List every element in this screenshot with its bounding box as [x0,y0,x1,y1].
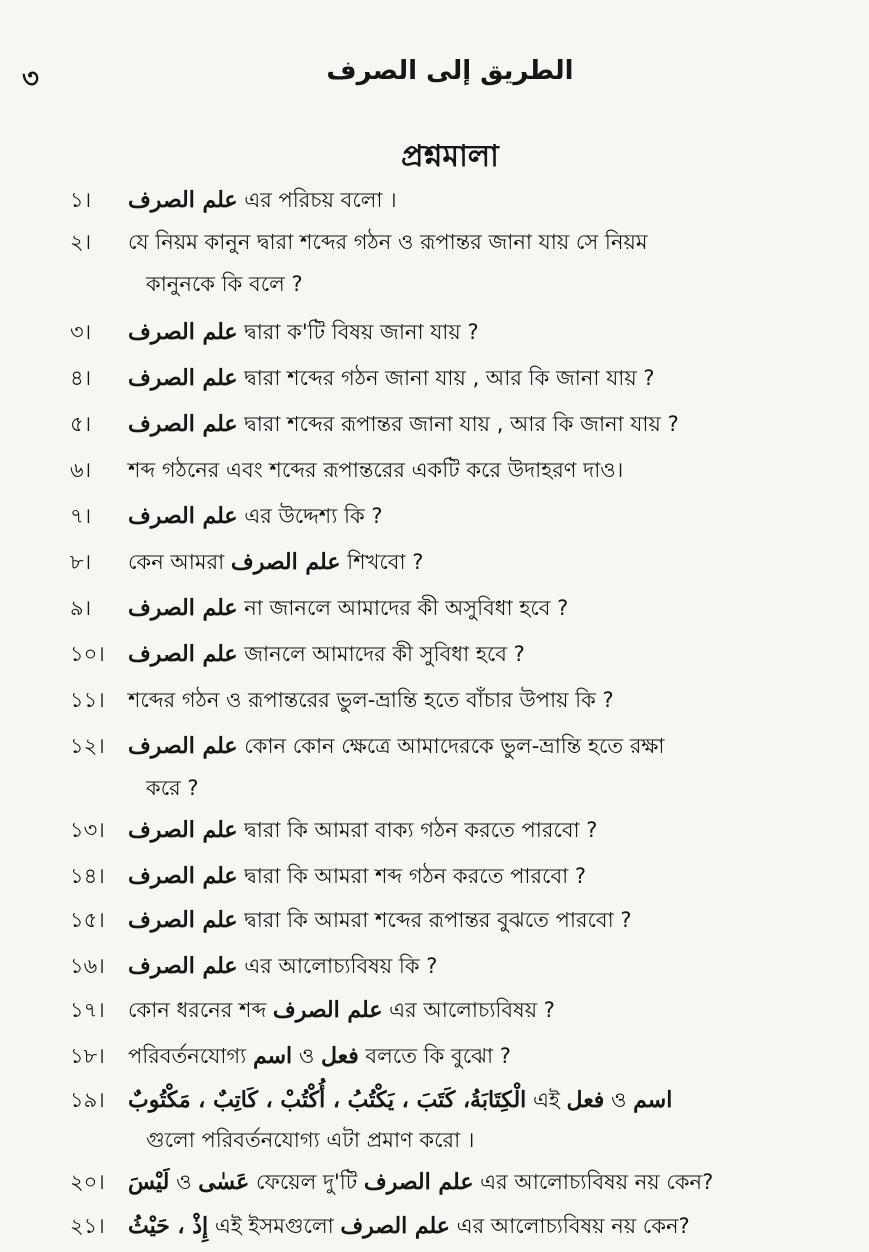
question-item [70,450,845,490]
question-text: দ্বারা কি আমরা শব্দের রূপান্তর বুঝতে পারবো ? [237,908,632,932]
question-number: ১৯। [70,1088,105,1112]
question-text: এর পরিচয় বলো । [237,188,397,212]
arabic-term: علم الصرف [363,1169,474,1195]
arabic-term: اسم [252,1043,293,1069]
question-text: শিখবো ? [340,550,424,574]
question-number: ১২। [70,734,105,758]
arabic-term: علم الصرف [128,863,238,889]
question-item [70,900,845,940]
arabic-term: علم الصرف [128,953,238,979]
question-text: এই [526,1088,567,1112]
question-text: শব্দের গঠন ও রূপান্তরের ভুল-ভ্রান্তি হতে বাঁচার উপায় কি ? [128,688,614,712]
question-text: দ্বারা কি আমরা শব্দ গঠন করতে পারবো ? [237,864,587,888]
question-text: ও [604,1088,634,1112]
arabic-term: لَيْسَ [128,1169,170,1195]
arabic-term: اسم [633,1087,673,1113]
arabic-term: الْكِتَابَةُ، كَتَبَ ، يَكْتُبُ ، أُكْتُبْ ، كَاتِبٌ ، مَكْتُوبٌ [128,1087,527,1113]
arabic-term: علم الصرف [128,319,238,345]
question-text: এর আলোচ্যবিষয় নয় কেন? [473,1170,714,1194]
question-number: ১৬। [70,954,105,978]
question-text: যে নিয়ম কানুন দ্বারা শব্দের গঠন ও রূপান্তর জানা যায় সে নিয়ম [128,230,648,254]
question-text: এর আলোচ্যবিষয় নয় কেন? [449,1214,690,1238]
arabic-term: علم الصرف [128,503,238,529]
question-text: কোন ধরনের শব্দ [128,998,273,1022]
arabic-term: علم الصرف [128,641,238,667]
question-text: দ্বারা শব্দের গঠন জানা যায় , আর কি জানা যায় ? [237,366,655,390]
question-number: ৮। [70,550,92,574]
question-item [70,1162,845,1202]
question-number: ১০। [70,642,105,666]
question-number: ১৩। [70,818,105,842]
question-number: ১। [70,188,92,212]
question-text: এর আলোচ্যবিষয় ? [382,998,555,1022]
question-text: বলতে কি বুঝো ? [358,1044,511,1068]
question-item [70,946,845,986]
question-item [70,404,845,444]
question-text: ফেয়েল দু'টি [249,1170,364,1194]
question-text: পরিবর্তনযোগ্য [128,1044,253,1068]
question-item [70,496,845,536]
arabic-term: فعل [566,1087,605,1113]
question-item [70,312,845,352]
arabic-term: علم الصرف [128,817,238,843]
question-number: ৬। [70,458,92,482]
arabic-term: علم الصرف [230,549,341,575]
question-number: ২১। [70,1214,105,1238]
arabic-term: عَسٰى [198,1169,250,1195]
question-item [70,810,845,850]
question-continuation: গুলো পরিবর্তনযোগ্য এটা প্রমাণ করো । [146,1128,475,1152]
question-number: ২০। [70,1170,105,1194]
question-text: কেন আমরা [128,550,231,574]
arabic-term: علم الصرف [128,733,238,759]
question-item [70,856,845,896]
arabic-term: علم الصرف [128,907,238,933]
question-number: ৩। [70,320,92,344]
question-number: ১১। [70,688,105,712]
question-text: এর উদ্দেশ্য কি ? [237,504,383,528]
question-number: ৭। [70,504,92,528]
page-number: ৩ [22,64,39,94]
question-text: এর আলোচ্যবিষয় কি ? [237,954,438,978]
arabic-term: علم الصرف [128,365,238,391]
arabic-term: علم الصرف [272,997,383,1023]
question-text: এই ইসমগুলো [208,1214,341,1238]
question-text: দ্বারা শব্দের রূপান্তর জানা যায় , আর কি জানা যায় ? [237,412,679,436]
section-title: প্রশ্নমালা [401,139,499,174]
question-number: ১৫। [70,908,105,932]
question-text: কোন কোন ক্ষেত্রে আমাদেরকে ভুল-ভ্রান্তি হতে রক্ষা [237,734,665,758]
question-text: না জানলে আমাদের কী অসুবিধা হবে ? [237,596,569,620]
question-text: দ্বারা কি আমরা বাক্য গঠন করতে পারবো ? [237,818,598,842]
question-item [70,1206,845,1246]
question-item [70,222,845,262]
arabic-term: علم الصرف [128,595,238,621]
question-item [70,358,845,398]
question-item [70,1036,845,1076]
question-number: ৫। [70,412,92,436]
question-continuation: কানুনকে কি বলে ? [146,272,303,296]
question-number: ১৭। [70,998,105,1022]
question-text: ও [292,1044,321,1068]
question-number: ১৮। [70,1044,105,1068]
question-text: শব্দ গঠনের এবং শব্দের রূপান্তরের একটি করে উদাহরণ দাও। [128,458,624,482]
question-number: ১৪। [70,864,105,888]
question-continuation: করে ? [146,776,199,800]
question-number: ৯। [70,596,92,620]
question-item [70,726,845,766]
question-item [70,1080,845,1120]
question-item [70,680,845,720]
arabic-term: إِذْ ، حَيْثُ [128,1213,209,1239]
arabic-term: علم الصرف [340,1213,450,1239]
question-text: ও [169,1170,199,1194]
question-number: ৪। [70,366,92,390]
running-head: الطريق إلى الصرف [326,56,574,86]
question-item [70,634,845,674]
arabic-term: فعل [320,1043,359,1069]
question-item [70,542,845,582]
question-item [70,990,845,1030]
question-item [70,588,845,628]
question-number: ২। [70,230,92,254]
question-item [70,180,845,220]
arabic-term: علم الصرف [128,187,238,213]
arabic-term: علم الصرف [128,411,238,437]
question-text: জানলে আমাদের কী সুবিধা হবে ? [237,642,525,666]
question-text: দ্বারা ক'টি বিষয় জানা যায় ? [237,320,479,344]
